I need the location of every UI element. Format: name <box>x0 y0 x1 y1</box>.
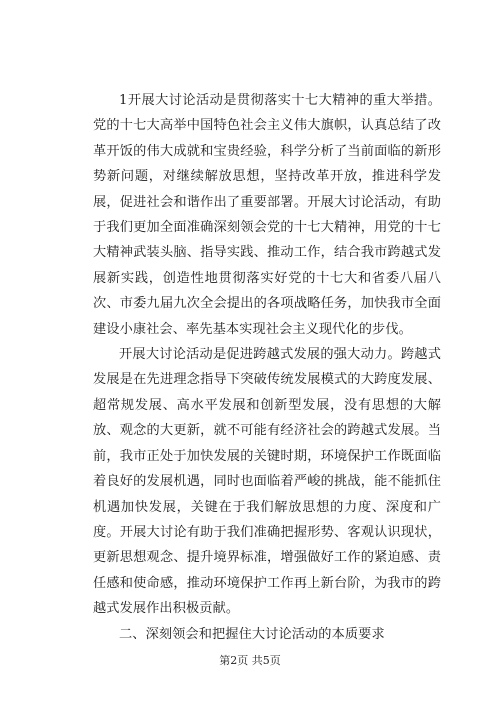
document-body <box>93 88 441 647</box>
paragraph-1: 1开展大讨论活动是贯彻落实十七大精神的重大举措。党的十七大高举中国特色社会主义伟大旗帜，认真总结了改革开饭的伟大成就和宝贵经验，科学分析了当前面临的新形势新问题，对继续解放思想，坚持改革开放，推进科学发展，促进社会和谐作出了重要部署。开展大讨论活动，有助于我们更加全面准确深刻领会党的十七大精神，用党的十七大精神武装头脑、指导实践、推动工作，结合我市跨越式发展新实践，创造性地贯彻落实好党的十七大和省委八届八次、市委九届九次全会提出的各项战略任务，加快我市全面建设小康社会、率先基本实现社会主义现代化的步伐。 <box>93 93 441 337</box>
page-number-footer: 第2页 共5页 <box>219 654 281 667</box>
section-heading: 二、深刻领会和把握住大讨论活动的本质要求 <box>119 626 385 642</box>
paragraph-2: 开展大讨论活动是促进跨越式发展的强大动力。跨越式发展是在先进理念指导下突破传统发展模式的大跨度发展、超常规发展、高水平发展和创新型发展，没有思想的大解放、观念的大更新，就不可能有经济社会的跨越式发展。当前，我市正处于加快发展的关键时期，环境保护工作既面临着良好的发展机遇，同时也面临着严峻的挑战，能不能抓住机遇加快发展，关键在于我们解放思想的力度、深度和广度。开展大讨论有助于我们准确把握形势、客观认识现状，更新思想观念、提升境界标准，增强做好工作的紧迫感、责任感和使命感，推动环境保护工作再上新台阶，为我市的跨越式发展作出积极贡献。 <box>93 347 441 617</box>
